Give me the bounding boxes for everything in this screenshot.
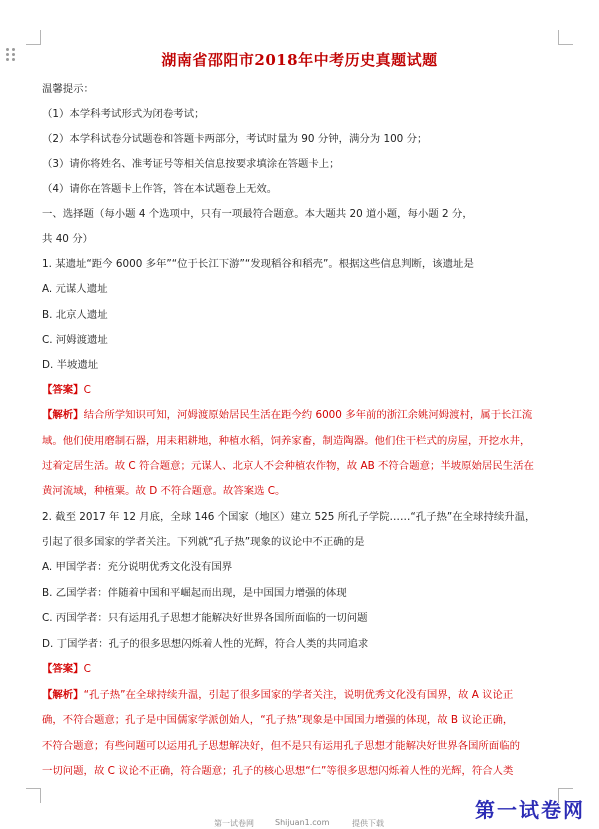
option-d: D. 半坡遗址: [42, 359, 99, 371]
analysis-text: 一切问题，故 C 议论不正确，符合题意；孔子的核心思想“仁”等很多思想闪烁着人性的光辉，符合人类: [42, 765, 514, 777]
footer-download: 提供下载: [352, 819, 384, 828]
option-a: A. 甲国学者：充分说明优秀文化没有国界: [42, 561, 233, 573]
question-stem: 2. 截至 2017 年 12 月底，全球 146 个国家（地区）建立 525 所孔子学院……“孔子热”在全球持续升温，: [42, 511, 536, 523]
analysis-text: 不符合题意；有些问题可以运用孔子思想解决好，但不是只有运用孔子思想才能解决好世界各国所面临的: [42, 740, 520, 752]
answer-value: C: [83, 663, 91, 675]
footer-url[interactable]: Shijuan1.com: [275, 818, 330, 827]
site-logo[interactable]: 第一试卷网: [475, 798, 585, 822]
notice-heading: 温馨提示：: [42, 83, 94, 95]
analysis-text: 过着定居生活。故 C 符合题意；元谋人、北京人不会种植农作物，故 AB 不符合题意；半坡原始居民生活在: [42, 460, 534, 472]
analysis-label: 【解析】: [42, 689, 84, 701]
option-d: D. 丁国学者：孔子的很多思想闪烁着人性的光辉，符合人类的共同追求: [42, 638, 369, 650]
answer-line: [42, 383, 562, 397]
option-c: C. 河姆渡遗址: [42, 334, 108, 346]
notice-item: （3）请你将姓名、准考证号等相关信息按要求填涂在答题卡上；: [42, 158, 340, 170]
section-heading: 一、选择题（每小题 4 个选项中，只有一项最符合题意。本大题共 20 道小题，每小题 2 分，: [42, 208, 473, 220]
analysis-text: 确，不符合题意；孔子是中国儒家学派创始人，“孔子热”现象是中国国力增强的体现，故 B 议论正确，: [42, 714, 514, 726]
answer-value: C: [83, 384, 91, 396]
answer-label: 【答案】: [42, 384, 84, 396]
notice-item: （4）请你在答题卡上作答，答在本试题卷上无效。: [42, 183, 278, 195]
analysis-line: [42, 408, 562, 422]
analysis-text: 结合所学知识可知，河姆渡原始居民生活在距今约 6000 多年前的浙江余姚河姆渡村，属于长江流: [83, 409, 533, 421]
page-corner-mark: [26, 30, 41, 45]
page-corner-mark: [26, 788, 41, 803]
answer-label: 【答案】: [42, 663, 84, 675]
section-heading-cont: 共 40 分）: [42, 233, 93, 245]
page-corner-mark: [558, 30, 573, 45]
notice-item: （1）本学科考试形式为闭卷考试；: [42, 108, 205, 120]
option-b: B. 北京人遗址: [42, 309, 108, 321]
answer-line: [42, 662, 562, 676]
option-a: A. 元谋人遗址: [42, 283, 108, 295]
analysis-text: 黄河流域，种植粟。故 D 不符合题意。故答案选 C。: [42, 485, 286, 497]
question-stem: 引起了很多国家的学者关注。下列就“孔子热”现象的议论中不正确的是: [42, 536, 365, 548]
notice-item: （2）本学科试卷分试题卷和答题卡两部分，考试时量为 90 分钟，满分为 100 分；: [42, 133, 428, 145]
analysis-label: 【解析】: [42, 409, 84, 421]
analysis-text: “孔子热”在全球持续升温，引起了很多国家的学者关注，说明优秀文化没有国界，故 A 议论正: [83, 689, 514, 701]
option-c: C. 丙国学者：只有运用孔子思想才能解决好世界各国所面临的一切问题: [42, 612, 368, 624]
question-stem: 1. 某遗址“距今 6000 多年”“位于长江下游”“发现稻谷和稻壳”。根据这些信息判断，该遗址是: [42, 258, 474, 270]
analysis-line: [42, 688, 562, 702]
option-b: B. 乙国学者：伴随着中国和平崛起而出现，是中国国力增强的体现: [42, 587, 347, 599]
analysis-text: 域。他们使用磨制石器，用耒耜耕地，种植水稻，饲养家畜，制造陶器。他们住干栏式的房屋，开挖水井，: [42, 435, 531, 447]
footer-site-name: 第一试卷网: [214, 819, 254, 828]
page-title: 湖南省邵阳市2018年中考历史真题试题: [161, 51, 438, 69]
